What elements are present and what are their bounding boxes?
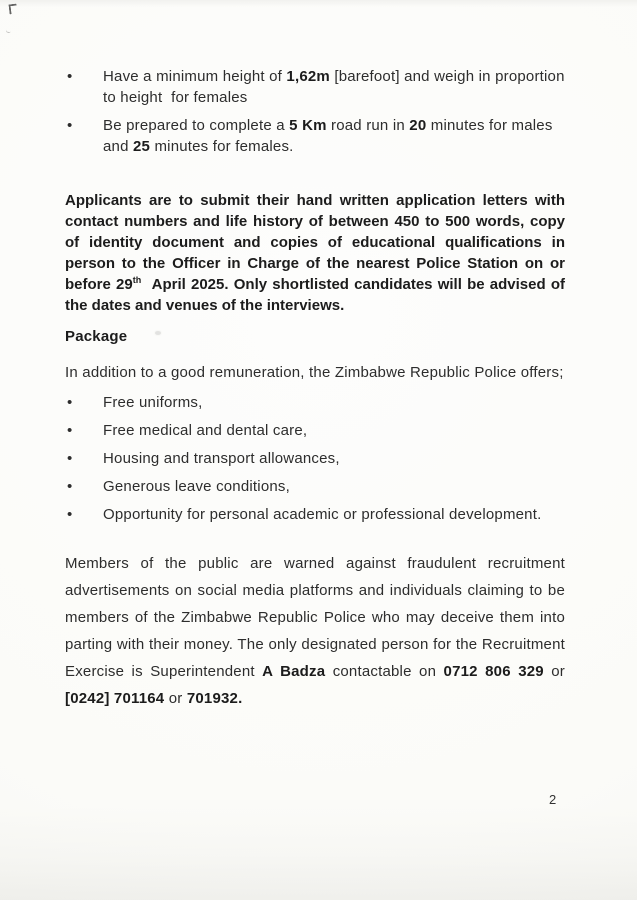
list-item bbox=[65, 445, 565, 472]
bullet-icon: • bbox=[67, 506, 73, 523]
page-number: 2 bbox=[549, 792, 557, 807]
text-run: road run in bbox=[326, 117, 410, 134]
list-item bbox=[65, 66, 565, 108]
package-intro-paragraph: In addition to a good remuneration, the Zimbabwe Republic Police offers; bbox=[65, 364, 564, 381]
phone-number: 701932. bbox=[186, 690, 243, 707]
bullet-icon: • bbox=[67, 422, 73, 439]
package-heading: Package bbox=[65, 328, 128, 345]
application-instructions-paragraph bbox=[65, 190, 565, 316]
benefits-list bbox=[65, 389, 565, 528]
phone-number: 0712 806 329 bbox=[443, 663, 544, 680]
bullet-icon: • bbox=[67, 117, 73, 134]
text-run: or bbox=[164, 690, 187, 707]
list-item bbox=[65, 417, 565, 444]
text-run: [barefoot] and weigh in proportion to height for females bbox=[103, 68, 565, 106]
text-run-bold: 5 Km bbox=[289, 117, 327, 134]
list-item-text bbox=[103, 66, 565, 108]
list-item-text: Opportunity for personal academic or professional development. bbox=[103, 506, 542, 523]
text-run: Be prepared to complete a bbox=[103, 117, 290, 134]
text-run-bold: 1,62m bbox=[286, 68, 330, 85]
text-run: minutes for females. bbox=[150, 138, 294, 155]
scan-mark-artifact bbox=[5, 27, 11, 33]
text-run: contactable on bbox=[325, 663, 444, 680]
text-run-bold: 20 bbox=[409, 117, 427, 134]
phone-number: [0242] 701164 bbox=[65, 690, 165, 707]
ordinal-superscript: th bbox=[132, 275, 142, 285]
bullet-icon: • bbox=[67, 394, 73, 411]
list-item bbox=[65, 115, 565, 157]
bullet-icon: • bbox=[67, 478, 73, 495]
bullet-icon: • bbox=[67, 68, 73, 85]
document-content bbox=[65, 66, 565, 712]
list-item-text: Free uniforms, bbox=[103, 394, 203, 411]
text-run: minutes for males and bbox=[103, 117, 553, 155]
text-run: Applicants are to submit their hand written application letters with contact numbers and life history of between 450 to 500 words, copy of identity document and copies of educational qualifications in person to the Officer in Charge of the nearest Police Station on or before 29 bbox=[65, 192, 565, 293]
scan-corner-artifact bbox=[8, 4, 17, 15]
text-run: or bbox=[543, 663, 565, 680]
list-item-text bbox=[103, 115, 565, 157]
text-run: Have a minimum height of bbox=[103, 68, 287, 85]
text-run: Members of the public are warned against fraudulent recruitment advertisements on social media platforms and individuals claiming to be members of the Zimbabwe Republic Police who may deceive them into parting with their money. The only designated person for the Recruitment Exercise is Superintendent bbox=[65, 555, 565, 680]
list-item bbox=[65, 473, 565, 500]
list-item bbox=[65, 501, 565, 528]
list-item bbox=[65, 389, 565, 416]
list-item-text: Free medical and dental care, bbox=[103, 422, 308, 439]
bullet-icon: • bbox=[67, 450, 73, 467]
fraud-warning-paragraph bbox=[65, 550, 565, 712]
text-run-bold: 25 bbox=[133, 138, 151, 155]
designated-person-name: A Badza bbox=[262, 663, 326, 680]
list-item-text: Generous leave conditions, bbox=[103, 478, 290, 495]
text-run: April 2025. Only shortlisted candidates will be advised of the dates and venues of the interviews. bbox=[65, 276, 565, 314]
requirements-list bbox=[65, 66, 565, 157]
list-item-text: Housing and transport allowances, bbox=[103, 450, 340, 467]
